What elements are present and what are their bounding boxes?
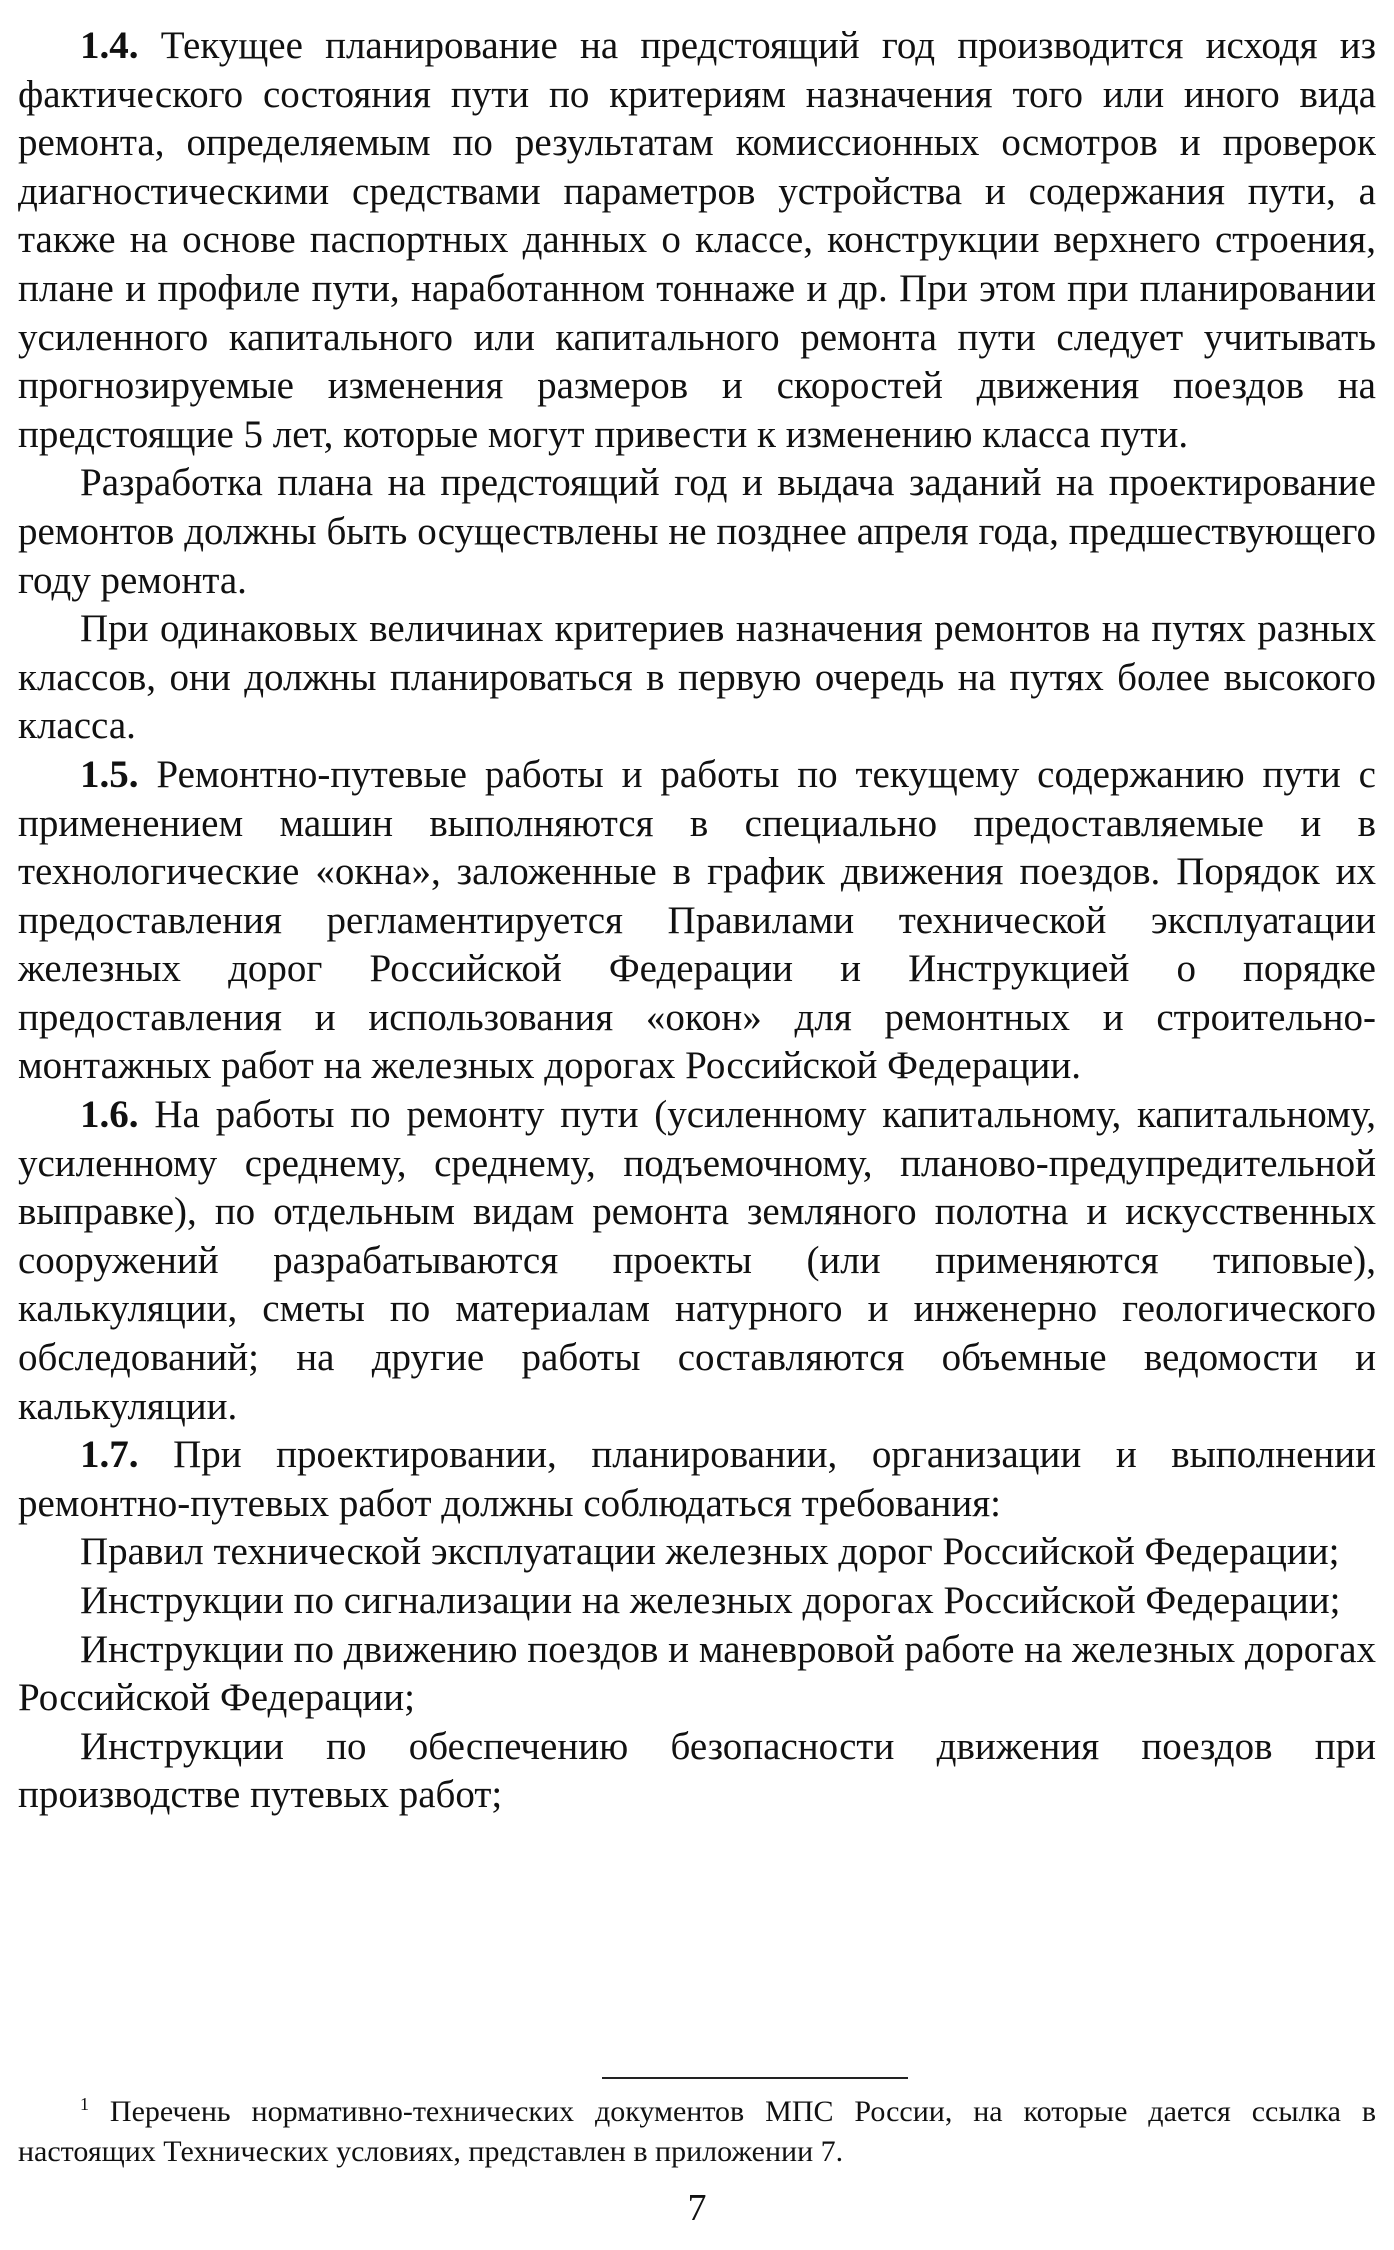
paragraph-text: При одинаковых величинах критериев назначения ремонтов на путях разных классов, они должны планироваться в первую очередь на путях более высокого класса. [18, 607, 1376, 748]
paragraph-text: Текущее планирование на предстоящий год производится исходя из фактического состояния пути по критериям назначения того или иного вида ремонта, определяемым по результатам комиссионных осмотров и проверок диагностическими средствами параметров устройства и содержания пути, а также на основе паспортных данных о классе, конструкции верхнего строения, плане и профиле пути, наработанном тоннаже и др. При этом при планировании усиленного капитального или капитального ремонта пути следует учитывать прогнозируемые изменения размеров и скоростей движения поездов на предстоящие 5 лет, которые могут привести к изменению класса пути. [18, 24, 1376, 456]
paragraph-text: Инструкции по сигнализации на железных дорогах Российской Федерации; [80, 1579, 1341, 1622]
footnote-divider [602, 2077, 908, 2079]
paragraph-text: Правил технической эксплуатации железных дорог Российской Федерации; [80, 1530, 1340, 1574]
section-number: 1.4. [80, 24, 139, 67]
footnote [18, 2092, 1376, 2172]
paragraph-1-5 [18, 751, 1376, 1091]
body-text [18, 22, 1376, 1820]
footnote-text: Перечень нормативно-технических документов МПС России, на которые дается ссылка в настоящих Технических условиях, представлен в приложении 7. [18, 2095, 1376, 2168]
paragraph-1-4 [18, 22, 1376, 459]
page-number: 7 [687, 2187, 707, 2229]
paragraph-1-7 [18, 1431, 1376, 1528]
paragraph-class-priority [18, 605, 1376, 751]
requirement-item [18, 1577, 1376, 1626]
document-page [18, 22, 1376, 1820]
requirement-item [18, 1626, 1376, 1723]
footnote-marker: 1 [80, 2094, 89, 2114]
section-number: 1.5. [80, 752, 139, 796]
paragraph-text: На работы по ремонту пути (усиленному капитальному, капитальному, усиленному среднему, среднему, подъемочному, планово-предупредительной выправке), по отдельным видам ремонта земляного полотна и искусственных сооружений разрабатываются проекты (или применяются типовые), калькуляции, сметы по материалам натурного и инженерно геологического обследований; на другие работы составляются объемные ведомости и калькуляции. [18, 1093, 1376, 1428]
section-number: 1.7. [80, 1433, 139, 1477]
paragraph-text: Инструкции по обеспечению безопасности движения поездов при производстве путевых работ; [18, 1724, 1376, 1817]
paragraph-plan-deadline [18, 459, 1376, 605]
paragraph-text: При проектировании, планировании, организации и выполнении ремонтно-путевых работ должны соблюдаться требования: [18, 1433, 1376, 1525]
paragraph-text: Инструкции по движению поездов и маневровой работе на железных дорогах Российской Федерации; [18, 1627, 1376, 1720]
requirement-item [18, 1723, 1376, 1820]
paragraph-text: Разработка плана на предстоящий год и выдача заданий на проектирование ремонтов должны быть осуществлены не позднее апреля года, предшествующего году ремонта. [18, 461, 1376, 602]
section-number: 1.6. [80, 1093, 139, 1137]
paragraph-text: Ремонтно-путевые работы и работы по текущему содержанию пути с применением машин выполняются в специально предоставляемые и в технологические «окна», заложенные в график движения поездов. Порядок их предоставления регламентируется Правилами технической эксплуатации железных дорог Российской Федерации и Инструкцией о порядке предоставления и использования «окон» для ремонтных и строительно-монтажных работ на железных дорогах Российской Федерации. [18, 752, 1376, 1088]
requirement-item [18, 1528, 1376, 1577]
paragraph-1-6 [18, 1091, 1376, 1431]
